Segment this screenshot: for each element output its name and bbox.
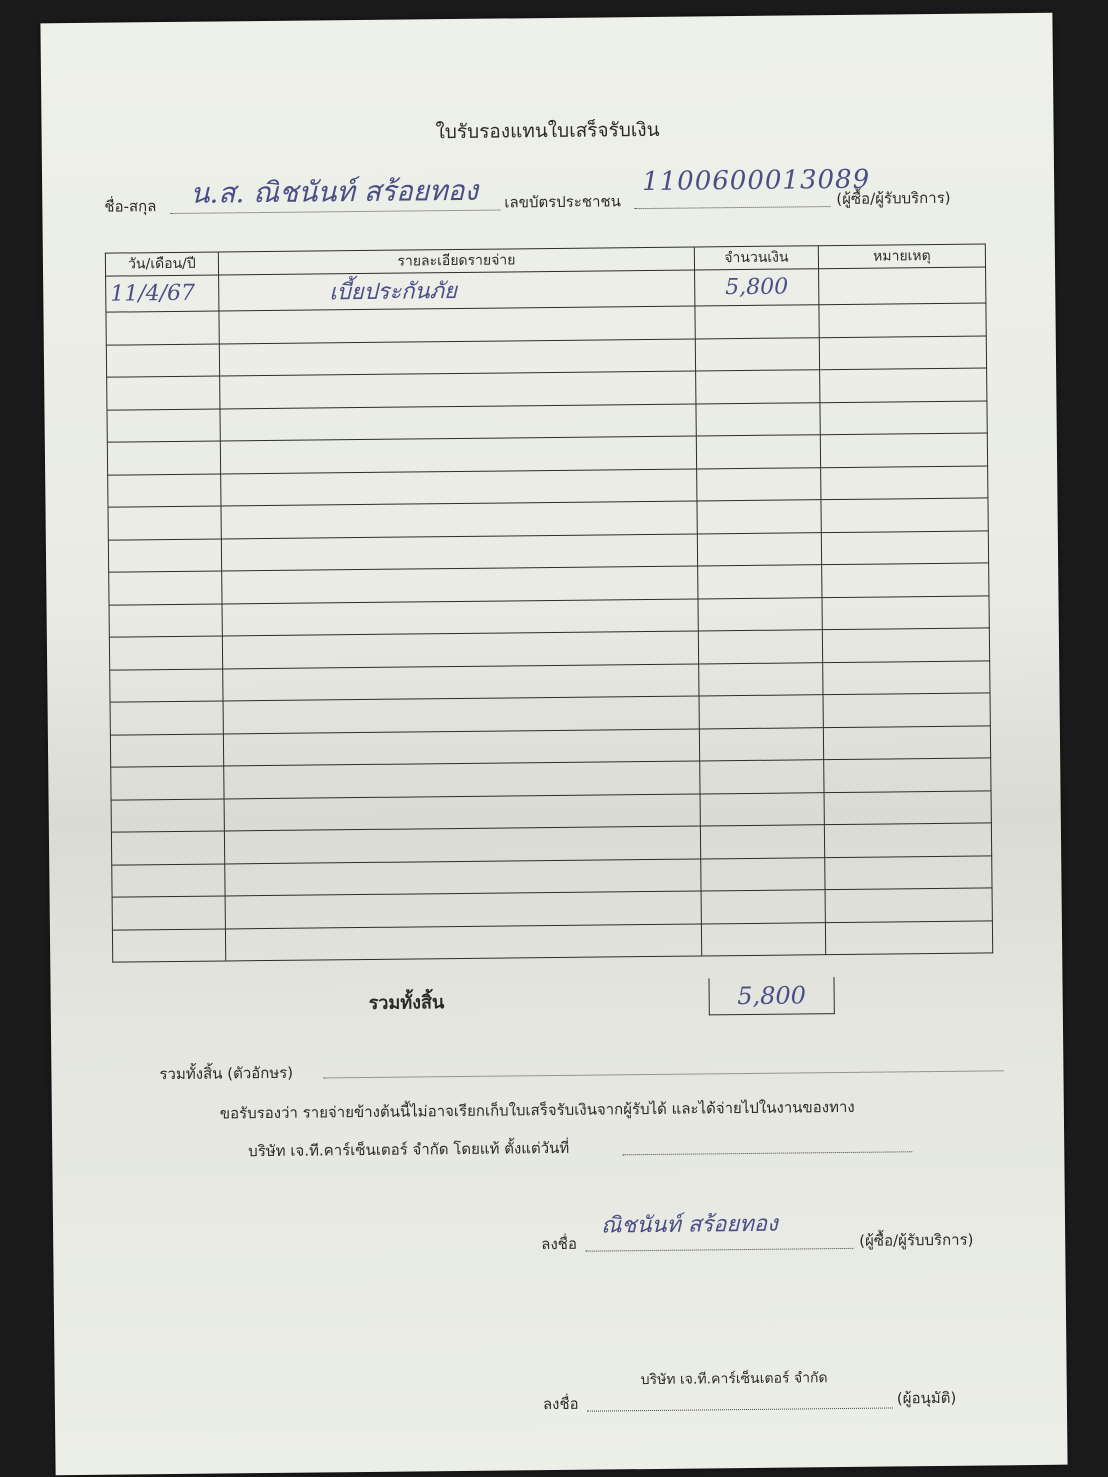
- certify-line-1: ขอรับรองว่า รายจ่ายข้างต้นนี้ไม่อาจเรียกเก็บใบเสร็จรับเงินจากผู้รับได้ และได้จ่ายไปในงานของทาง: [219, 1097, 855, 1123]
- row-note: [824, 823, 991, 857]
- row-detail: [220, 436, 696, 473]
- row-date: [106, 311, 219, 345]
- row-detail: [224, 826, 700, 863]
- row-amount: [699, 662, 823, 696]
- name-label: ชื่อ-สกุล: [104, 197, 157, 216]
- row-date: [106, 343, 219, 377]
- row-date: [111, 831, 224, 865]
- row-date: [108, 473, 221, 507]
- sign2-company: บริษัท เจ.ที.คาร์เซ็นเตอร์ จำกัด: [640, 1370, 828, 1389]
- row-amount: [696, 370, 820, 404]
- row-detail: [222, 631, 698, 668]
- certify-line-2: บริษัท เจ.ที.คาร์เซ็นเตอร์ จำกัด โดยแท้ ตั้งแต่วันที่: [248, 1138, 570, 1161]
- row-detail: [220, 371, 696, 408]
- name-value: น.ส. ณิชนันท์ สร้อยทอง: [190, 173, 479, 210]
- row-date: [110, 733, 223, 767]
- row-note: [821, 498, 988, 532]
- row-note: [824, 790, 991, 824]
- row-amount: [696, 435, 820, 469]
- row-note: [820, 368, 987, 402]
- id-value: 1100600013089: [641, 164, 871, 198]
- row-note: [821, 530, 988, 564]
- total-label: รวมทั้งสิ้น: [368, 992, 445, 1014]
- row-date: [112, 896, 225, 930]
- row-date: [109, 571, 222, 605]
- row-note: [821, 465, 988, 499]
- row-detail: [225, 858, 701, 895]
- row-amount: [699, 695, 823, 729]
- row-note: [825, 888, 992, 922]
- row-note: [823, 660, 990, 694]
- row-date: [111, 798, 224, 832]
- row-amount: [697, 500, 821, 534]
- row-detail: [219, 306, 695, 343]
- sign2-label: ลงชื่อ: [542, 1394, 579, 1414]
- date-dotted-line: [622, 1150, 912, 1155]
- row-amount: [699, 727, 823, 761]
- row-amount: [698, 597, 822, 631]
- sign2-role: (ผู้อนุมัติ): [896, 1388, 957, 1408]
- row-amount: [695, 305, 819, 339]
- row-detail: [225, 891, 701, 928]
- row-amount: [696, 402, 820, 436]
- col-detail-header: รายละเอียดรายจ่าย: [218, 247, 694, 275]
- total-amount: 5,800: [708, 977, 834, 1015]
- row-amount: [701, 890, 825, 924]
- sign1-role: (ผู้ซื้อ/ผู้รับบริการ): [859, 1230, 974, 1250]
- document-title: ใบรับรองแทนใบเสร็จรับเงิน: [435, 118, 660, 144]
- row-amount: [697, 467, 821, 501]
- row-date: [112, 928, 225, 962]
- row-note: [819, 267, 986, 305]
- sign1-label: ลงชื่อ: [541, 1234, 578, 1254]
- sign2-dotted-line: [587, 1406, 893, 1411]
- row-note: [822, 595, 989, 629]
- row-detail: [222, 598, 698, 635]
- row-detail: [223, 663, 699, 700]
- row-detail: [219, 338, 695, 375]
- row-date: 11/4/67: [106, 275, 219, 312]
- row-date: [107, 408, 220, 442]
- row-date: [107, 441, 220, 475]
- row-note: [824, 758, 991, 792]
- row-amount: [698, 565, 822, 599]
- row-detail: [223, 696, 699, 733]
- row-detail: [224, 761, 700, 798]
- buyer-label: (ผู้ซื้อ/ผู้รับบริการ): [836, 188, 951, 209]
- row-note: [819, 335, 986, 369]
- row-note: [825, 855, 992, 889]
- row-amount: [700, 792, 824, 826]
- row-date: [108, 538, 221, 572]
- row-amount: [701, 922, 825, 956]
- row-note: [822, 563, 989, 597]
- row-amount: 5,800: [695, 269, 819, 306]
- id-dotted-line: [634, 205, 830, 209]
- receipt-paper: [40, 13, 1067, 1476]
- expense-table: [105, 243, 993, 962]
- row-detail: [222, 566, 698, 603]
- row-amount: [700, 825, 824, 859]
- row-note: [825, 920, 992, 954]
- row-detail: [221, 501, 697, 538]
- row-note: [823, 693, 990, 727]
- row-date: [107, 376, 220, 410]
- row-date: [108, 506, 221, 540]
- row-amount: [698, 630, 822, 664]
- row-date: [109, 636, 222, 670]
- row-amount: [695, 337, 819, 371]
- sign1-signature: ณิชนันท์ สร้อยทอง: [600, 1211, 778, 1239]
- row-amount: [700, 760, 824, 794]
- row-date: [111, 766, 224, 800]
- col-note-header: หมายเหตุ: [818, 244, 985, 269]
- row-note: [822, 628, 989, 662]
- row-amount: [697, 532, 821, 566]
- row-date: [112, 863, 225, 897]
- total-text-label: รวมทั้งสิ้น (ตัวอักษร): [159, 1063, 294, 1084]
- total-text-dotted-line: [323, 1069, 1003, 1078]
- row-note: [823, 725, 990, 759]
- row-detail: [223, 728, 699, 765]
- col-amount-header: จำนวนเงิน: [694, 246, 818, 270]
- row-note: [819, 303, 986, 337]
- col-date-header: วัน/เดือน/ปี: [105, 252, 218, 276]
- sign1-dotted-line: [585, 1247, 853, 1252]
- row-detail: [220, 403, 696, 440]
- row-date: [109, 603, 222, 637]
- row-amount: [701, 857, 825, 891]
- row-detail: [224, 793, 700, 830]
- row-date: [110, 668, 223, 702]
- row-detail: [225, 923, 701, 960]
- id-label: เลขบัตรประชาชน: [504, 192, 621, 212]
- row-detail: เบี้ยประกันภัย: [219, 270, 695, 311]
- row-note: [820, 433, 987, 467]
- row-detail: [221, 468, 697, 505]
- row-detail: [221, 533, 697, 570]
- row-note: [820, 400, 987, 434]
- row-date: [110, 701, 223, 735]
